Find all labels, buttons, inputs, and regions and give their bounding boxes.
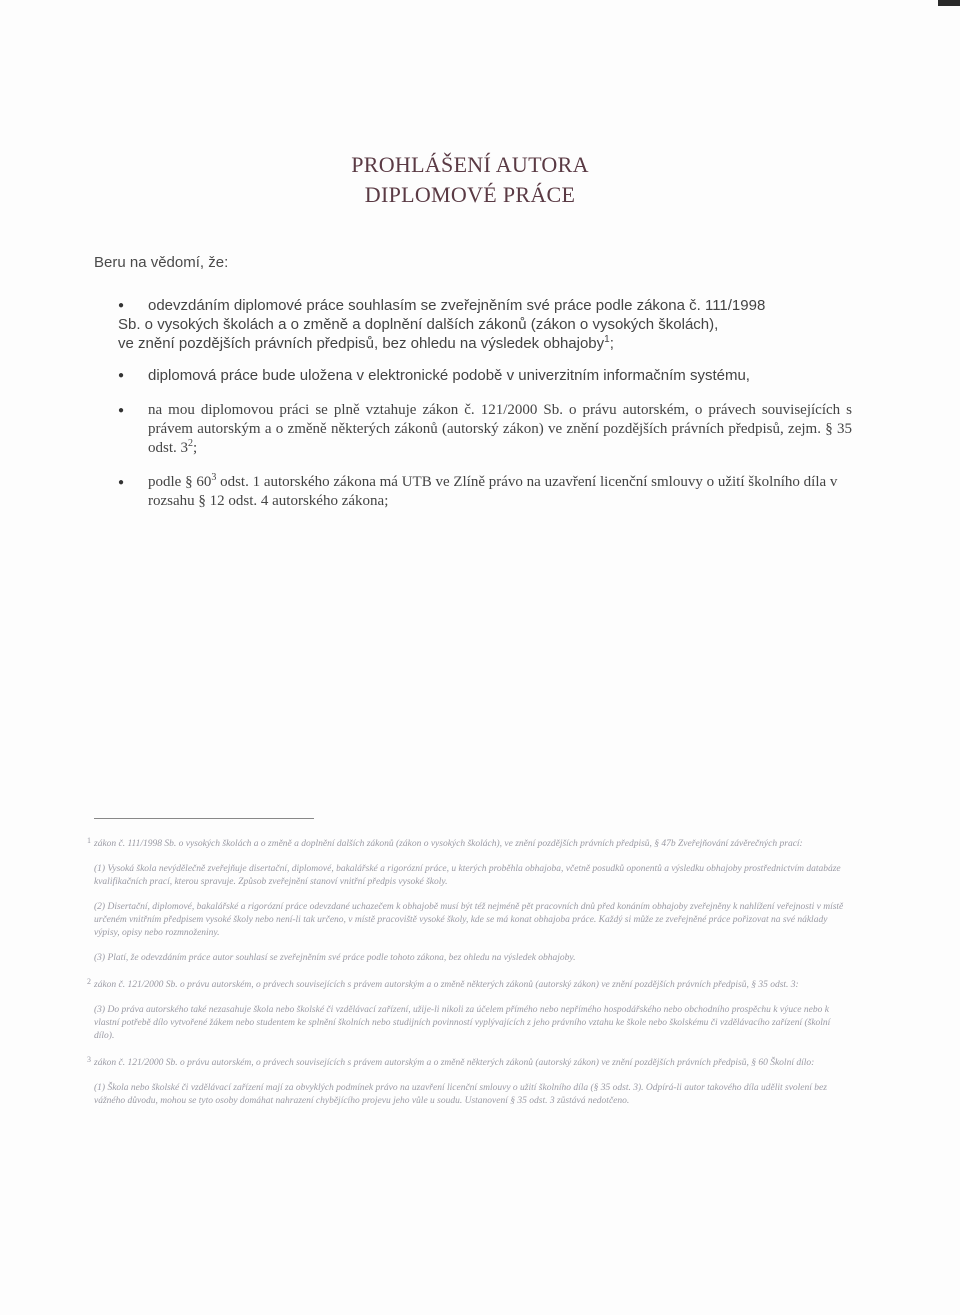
bullet-1-line-2: Sb. o vysokých školách a o změně a doplnění dalších zákonů (zákon o vysokých školách), — [118, 316, 719, 333]
scan-edge-mark — [938, 0, 960, 6]
footnote-2 — [87, 977, 850, 1043]
bullet-3-tail: ; — [193, 440, 198, 456]
bullet-4-pre: podle § 60 — [148, 474, 212, 490]
footnote-1-item-1: (1) Vysoká škola nevýdělečně zveřejňuje disertační, diplomové, bakalářské a rigorózní práce, u kterých proběhla obhajoba, včetně posudků oponentů a výsledku obhajoby prostřednictvím databáze kvalifikačních prací, kterou spravuje. Způsob zveřejnění stanoví vnitřní předpis vysoké školy. — [94, 864, 841, 887]
list-item — [118, 366, 852, 385]
declaration-list — [118, 296, 852, 511]
footnote-mark: 1 — [87, 836, 91, 845]
bullet-1-tail: ; — [609, 335, 614, 352]
footnote-mark: 3 — [87, 1055, 91, 1064]
bullet-1-line-3: ve znění pozdějších právních předpisů, bez ohledu na výsledek obhajoby — [118, 335, 605, 352]
title-line-1: PROHLÁŠENÍ AUTORA — [351, 152, 589, 177]
bullet-2-text: diplomová práce bude uložena v elektronické podobě v univerzitním informačním systému, — [148, 367, 750, 384]
bullet-3-text: na mou diplomovou práci se plně vztahuje zákon č. 121/2000 Sb. o právu autorském, o právech souvisejících s právem autorským a o změně některých zákonů (autorský zákon) ve znění pozdějších právních předpisů, zejm. § 35 odst. 3 — [148, 402, 852, 456]
footnote-3-head: zákon č. 121/2000 Sb. o právu autorském, o právech souvisejících s právem autorským a o změně některých zákonů (autorský zákon) ve znění pozdějších právních předpisů, § 60 Školní dílo: — [94, 1058, 815, 1068]
footnote-ref: 3 — [211, 472, 217, 483]
footnote-3 — [87, 1055, 850, 1108]
list-item — [118, 473, 852, 511]
footnote-ref: 2 — [188, 438, 194, 449]
bullet-1-continuation — [118, 315, 852, 353]
title-line-2: DIPLOMOVÉ PRÁCE — [364, 182, 576, 207]
footnote-mark: 2 — [87, 977, 91, 986]
footnote-separator — [94, 818, 314, 819]
footnotes — [87, 836, 850, 1108]
list-item — [118, 401, 852, 458]
footnote-ref: 1 — [604, 334, 610, 345]
document-title — [0, 150, 940, 210]
footnote-1-item-3: (3) Platí, že odevzdáním práce autor souhlasí se zveřejněním své práce podle tohoto zákona, bez ohledu na výsledek obhajoby. — [94, 953, 576, 963]
footnote-3-item-1: (1) Škola nebo školské či vzdělávací zařízení mají za obvyklých podmínek právo na uzavření licenční smlouvy o užití školního díla (§ 35 odst. 3). Odpírá-li autor takového díla udělit svolení bez vážného důvodu, mohou se tyto osoby domáhat nahrazení chybějícího projevu jeho vůle u soudu. Ustanovení § 35 odst. 3 zůstává nedotčeno. — [94, 1083, 827, 1106]
footnote-1-head: zákon č. 111/1998 Sb. o vysokých školách a o změně a doplnění dalších zákonů (zákon o vysokých školách), ve znění pozdějších právních předpisů, § 47b Zveřejňování závěrečných prací: — [94, 839, 803, 849]
footnote-2-head: zákon č. 121/2000 Sb. o právu autorském, o právech souvisejících s právem autorským a o změně některých zákonů (autorský zákon) ve znění pozdějších právních předpisů, § 35 odst. 3: — [94, 980, 799, 990]
footnote-1 — [87, 836, 850, 965]
bullet-4-text: odst. 1 autorského zákona má UTB ve Zlíně právo na uzavření licenční smlouvy o užití školního díla v rozsahu § 12 odst. 4 autorského zákona; — [148, 474, 838, 509]
footnote-2-item-1: (3) Do práva autorského také nezasahuje škola nebo školské či vzdělávací zařízení, užije-li nikoli za účelem přímého nebo nepřímého hospodářského nebo obchodního prospěchu k výuce nebo k vlastní potřebě dílo vytvořené žákem nebo studentem ke splnění školních nebo studijních povinností vyplývajících z jeho právního vztahu ke škole nebo školskému či vzdělávacího zařízení (školní dílo). — [94, 1005, 831, 1041]
list-item — [118, 296, 852, 353]
intro-text: Beru na vědomí, že: — [94, 254, 229, 271]
footnote-1-item-2: (2) Disertační, diplomové, bakalářské a rigorózní práce odevzdané uchazečem k obhajobě musí být též nejméně pět pracovních dnů před konáním obhajoby zveřejněny k nahlížení veřejnosti v místě určeném vnitřním předpisem vysoké školy nebo není-li tak určeno, v místě pracoviště vysoké školy, kde se má konat obhajoba práce. Každý si může ze zveřejněné práce pořizovat na své náklady výpisy, opisy nebo rozmnoženiny. — [94, 902, 844, 938]
bullet-1-line-1: ● odevzdáním diplomové práce souhlasím se zveřejněním své práce podle zákona č. 111/1998 — [148, 297, 766, 314]
